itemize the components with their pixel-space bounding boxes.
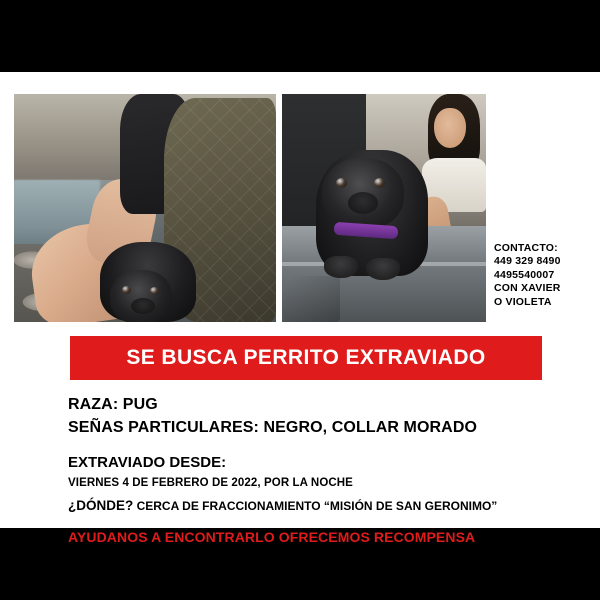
where-value: CERCA DE FRACCIONAMIENTO “MISIÓN DE SAN GERONIMO” [136,499,498,513]
contact-label: CONTACTO: [494,242,558,254]
contact-phone-2: 4495540007 [494,268,555,281]
car-side-mirror [282,276,340,322]
dog-eye-left-2 [336,178,347,188]
dog-eye-left [122,286,131,294]
contact-block [494,242,598,309]
dog-paw-left [324,256,358,278]
dog-eye-right [150,287,159,295]
contact-phone-1: 449 329 8490 [494,255,561,268]
photo-dog-riverbed [14,94,276,322]
contact-name-1: CON XAVIER [494,282,561,295]
lost-since-value: VIERNES 4 DE FEBRERO DE 2022, POR LA NOCHE [68,477,353,489]
headline-text: SE BUSCA PERRITO EXTRAVIADO [126,346,486,369]
reward-line: AYUDANOS A ENCONTRARLO OFRECEMOS RECOMPENSA [68,529,476,545]
details-block [68,396,568,580]
city-line: Aguascalientes, Aguascalientes. [129,554,471,579]
poster-sheet [0,72,600,579]
photo-row [14,94,486,322]
marks-line: SEÑAS PARTICULARES: NEGRO, COLLAR MORADO [68,419,478,436]
where-label: ¿DÓNDE? [68,498,134,513]
where-line [68,498,568,513]
photo-dog-car-window [282,94,486,322]
dog-muzzle-left [131,298,155,314]
headline-banner [70,336,542,380]
passenger-face [434,108,466,148]
dog-eye-right-2 [374,178,385,188]
lost-since-label: EXTRAVIADO DESDE: [68,454,227,471]
dog-head-left [110,270,172,322]
breed-line: RAZA: PUG [68,396,158,413]
dog-paw-right [366,258,400,280]
dog-muzzle-right [348,192,378,214]
contact-name-2: O VIOLETA [494,295,552,308]
